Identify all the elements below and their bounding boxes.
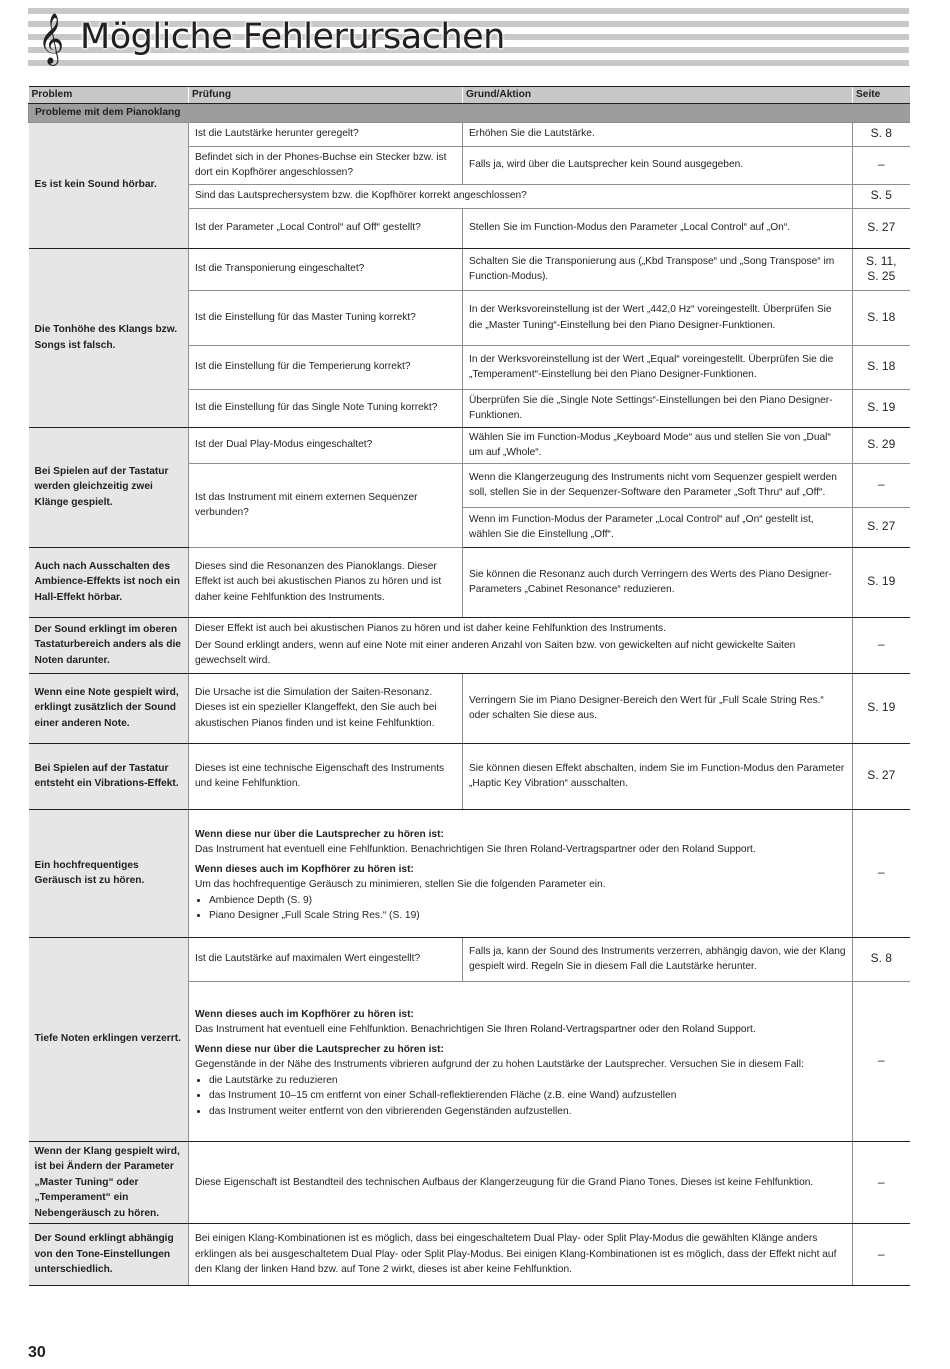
action-cell: Falls ja, kann der Sound des Instruments verzerren, abhängig davon, wie der Klang gespielt wird. Regeln Sie in diesem Fall die Lautstärke herunter. — [463, 937, 853, 981]
text-cell — [189, 809, 853, 937]
action-cell: Stellen Sie im Function-Modus den Parameter „Local Control“ auf „On“. — [463, 208, 853, 248]
text-cell — [189, 617, 853, 673]
table-row — [29, 809, 910, 937]
check-cell: Ist die Lautstärke herunter geregelt? — [189, 122, 463, 146]
text-line: Gegenstände in der Nähe des Instruments vibrieren aufgrund der zu hohen Lautstärke der Lautsprecher. Versuchen Sie in diesem Fall: — [195, 1059, 804, 1071]
action-cell: Schalten Sie die Transponierung aus („Kbd Transpose“ und „Song Transpose“ im Function-Modus). — [463, 248, 853, 290]
page-ref: S. 27 — [853, 743, 910, 809]
check-cell: Sind das Lautsprechersystem bzw. die Kopfhörer korrekt angeschlossen? — [189, 184, 853, 208]
table-row — [29, 122, 910, 146]
text-line: Das Instrument hat eventuell eine Fehlfunktion. Benachrichtigen Sie Ihren Roland-Vertragspartner oder den Roland Support. — [195, 844, 756, 855]
subheading: Wenn diese nur über die Lautsprecher zu hören ist: — [195, 828, 444, 840]
problem-cell: Bei Spielen auf der Tastatur werden gleichzeitig zwei Klänge gespielt. — [29, 427, 189, 547]
subheading: Wenn dieses auch im Kopfhörer zu hören ist: — [195, 863, 414, 875]
problem-cell: Tiefe Noten erklingen verzerrt. — [29, 937, 189, 1141]
problem-cell: Bei Spielen auf der Tastatur entsteht ein Vibrations-Effekt. — [29, 743, 189, 809]
action-cell: In der Werksvoreinstellung ist der Wert „Equal“ voreingestellt. Überprüfen Sie die „Temperament“-Einstellung bei den Piano Designer-Funktionen. — [463, 345, 853, 389]
text-line: Um das hochfrequentige Geräusch zu minimieren, stellen Sie die folgenden Parameter ein. — [195, 879, 606, 890]
page-ref: S. 29 — [853, 427, 910, 463]
table-row — [29, 248, 910, 290]
check-cell: Ist die Transponierung eingeschaltet? — [189, 248, 463, 290]
list-item: • Piano Designer „Full Scale String Res.“ (S. 19) — [209, 908, 846, 924]
page-ref: S. 27 — [853, 507, 910, 547]
action-cell: In der Werksvoreinstellung ist der Wert „442,0 Hz“ voreingestellt. Überprüfen Sie die „Master Tuning“-Einstellung bei den Piano Designer-Funktionen. — [463, 290, 853, 345]
page-ref: S. 5 — [853, 184, 910, 208]
page-ref: – — [853, 617, 910, 673]
page-ref: S. 19 — [853, 547, 910, 617]
page-ref: – — [853, 146, 910, 184]
table-row — [29, 1224, 910, 1286]
check-cell: Ist das Instrument mit einem externen Sequenzer verbunden? — [189, 463, 463, 547]
problem-cell: Wenn der Klang gespielt wird, ist bei Ändern der Parameter „Master Tuning“ oder „Temperament“ ein Nebengeräusch zu hören. — [29, 1141, 189, 1224]
header-page: Seite — [853, 87, 910, 104]
check-cell: Ist der Parameter „Local Control“ auf Off“ gestellt? — [189, 208, 463, 248]
header-problem: Problem — [29, 87, 189, 104]
list-item: • das Instrument 10–15 cm entfernt von einer Schall-reflektierenden Fläche (z.B. eine Wand) aufzustellen — [209, 1088, 846, 1104]
action-cell: Falls ja, wird über die Lautsprecher kein Sound ausgegeben. — [463, 146, 853, 184]
text-cell: Diese Eigenschaft ist Bestandteil des technischen Aufbaus der Klangerzeugung für die Grand Piano Tones. Dieses ist keine Fehlfunktion. — [189, 1141, 853, 1224]
page-ref-line: S. 25 — [867, 269, 896, 283]
page-ref — [853, 248, 910, 290]
problem-cell: Es ist kein Sound hörbar. — [29, 122, 189, 248]
action-cell: Wenn die Klangerzeugung des Instruments nicht vom Sequenzer gespielt werden soll, stellen Sie in der Sequenzer-Software den Parameter „Soft Thru“ auf „Off“. — [463, 463, 853, 507]
problem-cell: Der Sound erklingt im oberen Tastaturbereich anders als die Noten darunter. — [29, 617, 189, 673]
treble-clef-icon: 𝄞 — [38, 13, 65, 64]
text-line: Dieser Effekt ist auch bei akustischen Pianos zu hören und ist daher keine Fehlfunktion des Instruments. — [195, 623, 666, 635]
list-item: • Ambience Depth (S. 9) — [209, 893, 846, 909]
page-ref: S. 18 — [853, 290, 910, 345]
check-cell: Ist die Lautstärke auf maximalen Wert eingestellt? — [189, 937, 463, 981]
check-cell: Die Ursache ist die Simulation der Saiten-Resonanz. Dieses ist ein spezieller Klangeffekt, den Sie auch bei akustischen Pianos finden und ist keine Fehlfunktion. — [189, 673, 463, 743]
check-cell: Dieses ist eine technische Eigenschaft des Instruments und keine Fehlfunktion. — [189, 743, 463, 809]
table-row — [29, 617, 910, 673]
text-line: Das Instrument hat eventuell eine Fehlfunktion. Benachrichtigen Sie Ihren Roland-Vertragspartner oder den Roland Support. — [195, 1024, 756, 1036]
table-row — [29, 427, 910, 463]
problem-cell: Wenn eine Note gespielt wird, erklingt zusätzlich der Sound einer anderen Note. — [29, 673, 189, 743]
problem-cell: Der Sound erklingt abhängig von den Tone-Einstellungen unterschiedlich. — [29, 1224, 189, 1286]
table-row — [29, 743, 910, 809]
header-action: Grund/Aktion — [463, 87, 853, 104]
action-cell: Verringern Sie im Piano Designer-Bereich den Wert für „Full Scale String Res.“ oder schalten Sie diese aus. — [463, 673, 853, 743]
subheading: Wenn diese nur über die Lautsprecher zu hören ist: — [195, 1043, 444, 1055]
troubleshooting-table — [28, 86, 910, 1286]
action-cell: Sie können diesen Effekt abschalten, indem Sie im Function-Modus den Parameter „Haptic Key Vibration“ ausschalten. — [463, 743, 853, 809]
section-row — [29, 103, 910, 122]
action-cell: Überprüfen Sie die „Single Note Settings“-Einstellungen bei den Piano Designer-Funktionen. — [463, 389, 853, 427]
header-check: Prüfung — [189, 87, 463, 104]
table-row — [29, 547, 910, 617]
action-cell: Sie können die Resonanz auch durch Verringern des Werts des Piano Designer-Parameters „Cabinet Resonance“ reduzieren. — [463, 547, 853, 617]
check-cell: Ist die Einstellung für das Single Note Tuning korrekt? — [189, 389, 463, 427]
check-cell: Ist die Einstellung für das Master Tuning korrekt? — [189, 290, 463, 345]
text-cell: Bei einigen Klang-Kombinationen ist es möglich, dass bei eingeschaltetem Dual Play- oder Split Play-Modus die gewählten Klänge anders erklingen als bei ausgeschaltetem Dual Play- oder Split Play-Modus. Bei einigen Klang-Kombinationen ist es möglich, dass der Effekt nicht auf den Klang der linken Hand bzw. auf Tone 2 wirkt, dieses ist aber keine Fehlfunktion. — [189, 1224, 853, 1286]
page-ref: S. 19 — [853, 673, 910, 743]
check-cell: Dieses sind die Resonanzen des Pianoklangs. Dieser Effekt ist auch bei akustischen Pianos zu hören und ist daher keine Fehlfunktion des Instruments. — [189, 547, 463, 617]
text-cell — [189, 981, 853, 1141]
page-ref: S. 8 — [853, 122, 910, 146]
page-ref: – — [853, 1224, 910, 1286]
page-ref: – — [853, 1141, 910, 1224]
table-row — [29, 673, 910, 743]
table-header-row — [29, 87, 910, 104]
action-cell: Wählen Sie im Function-Modus „Keyboard Mode“ aus und stellen Sie von „Dual“ um auf „Whole“. — [463, 427, 853, 463]
page-ref: S. 27 — [853, 208, 910, 248]
table-row — [29, 937, 910, 981]
problem-cell: Ein hochfrequentiges Geräusch ist zu hören. — [29, 809, 189, 937]
problem-cell: Die Tonhöhe des Klangs bzw. Songs ist falsch. — [29, 248, 189, 427]
action-cell: Erhöhen Sie die Lautstärke. — [463, 122, 853, 146]
problem-cell: Auch nach Ausschalten des Ambience-Effekts ist noch ein Hall-Effekt hörbar. — [29, 547, 189, 617]
text-line: Der Sound erklingt anders, wenn auf eine Note mit einer anderen Anzahl von Saiten bzw. von gewickelten auf nicht gewickelte Saiten gewechselt wird. — [195, 639, 796, 667]
page-ref: S. 8 — [853, 937, 910, 981]
bullet-list — [195, 1073, 846, 1120]
page-ref: S. 18 — [853, 345, 910, 389]
check-cell: Ist der Dual Play-Modus eingeschaltet? — [189, 427, 463, 463]
bullet-list — [195, 893, 846, 924]
check-cell: Befindet sich in der Phones-Buchse ein Stecker bzw. ist dort ein Kopfhörer angeschlossen? — [189, 146, 463, 184]
list-item: • die Lautstärke zu reduzieren — [209, 1073, 846, 1089]
action-cell: Wenn im Function-Modus der Parameter „Local Control“ auf „On“ gestellt ist, wählen Sie die Einstellung „Off“. — [463, 507, 853, 547]
page-ref: – — [853, 463, 910, 507]
page-ref: S. 19 — [853, 389, 910, 427]
page-ref-line: S. 11, — [866, 253, 897, 268]
table-row — [29, 1141, 910, 1224]
subheading: Wenn dieses auch im Kopfhörer zu hören ist: — [195, 1008, 414, 1020]
check-cell: Ist die Einstellung für die Temperierung korrekt? — [189, 345, 463, 389]
section-title: Probleme mit dem Pianoklang — [29, 103, 910, 122]
page-number: 30 — [28, 1344, 46, 1361]
list-item: • das Instrument weiter entfernt von den vibrierenden Gegenständen aufzustellen. — [209, 1104, 846, 1120]
page-title: Mögliche Fehlerursachen — [80, 17, 505, 57]
page-ref: – — [853, 981, 910, 1141]
page-ref: – — [853, 809, 910, 937]
